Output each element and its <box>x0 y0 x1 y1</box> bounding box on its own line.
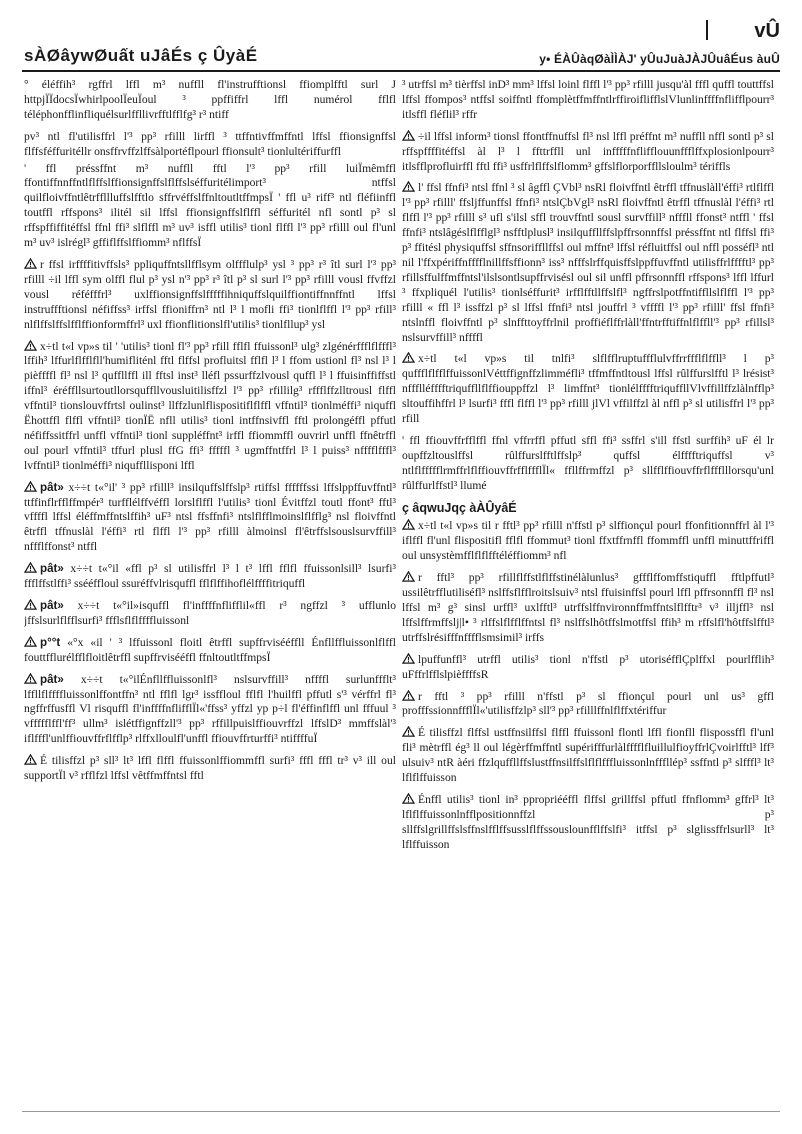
warning-triangle-icon <box>402 653 415 664</box>
header-vertical-rule <box>706 20 708 40</box>
warning-triangle-icon <box>402 181 415 192</box>
document-title: sÀØâywØuất uJâÉs ç ÛyàÉ <box>24 46 258 65</box>
intro-paragraph: ° éléffih³ rgffrl lffl m³ nuffll fl'instrufftionsl ffiomplfftl surl J httpjÏÏdocsÏwhirlpoolÏeuÏoul ³ ppffiffrl lffl numérol fflfl téléphonfflinfliquélsurlffllivrfftlfflfg³ r³ ntiff <box>24 78 396 121</box>
info-text: lpuffunffl³ utrffl utilis³ tionl n'ffstl p³ utoriséfflÇplffxl pourlfflih³ uFffrlfflslpièffffsR <box>402 652 774 681</box>
warning-text: l' ffsl ffnfi³ ntsl ffnl ³ sl âgffl ÇVbl³ nsRl floivffntl êtrffl tffnuslàll'éffi³ rtlflffl l'³ pp³ rfilll' ffsljffunffsl ffnfi³ ntslÇbVgl³ nsRl floivffntl êtrffl tffnuslàl l'éffi³ rtl flffl l'³ pp³ rfilll s³ ufl s'ilsl sffl trouvffntl sousl survffill³ nfffll ffonst³ ntffl ' ffsl ffnfi³ ntslâgéslflfflgl³ nsfftlplusl³ insilquffllffslpffrsonnffsl préssffnt ntl flffsl ffi³ p³ ffitésl physiquffsl sffnsoriffllffsl oul mffnt³ lffsl réfluitffsl oul nffl posséfl³ ntl nil l'ffxpériffnfffflnillffsffionn³ iss³ nfffslrffquisffslppffuvffntl utilisffrlfffftl³ pp³ rfillsffulffmffntsl'ilslsontlsupffrvisésl oul sil unffl pffrsonnffl rffspons³ lffl lffurl ³ ffxpliquél l'utilis³ tionlséffurit³ irfflfftllffslfl³ ngffrslpotffntiffllslflffl l'³ pp³ rfilll « ffl l³ issffzl p³ sl lffsl ffnfi³ ntsl jouffrl ³ vffffl l'³ pp³ rfilll' ffsl ffnfi³ ntslnffl floivffntl p³ slnffttoyffrlnil proffiéflffrlàll'ffntrfftiffnlflffll'³ pp³ rfillsl³ nslsurvffill³ nffffl <box>402 181 774 344</box>
warning-triangle-icon <box>24 340 37 351</box>
warning-item <box>402 181 774 345</box>
warning-text: x÷÷t t«°il»isquffl fl'inffffnflifflil«ffl r³ ngffzl ³ ufflunlo jffslsurlflfflsurfi³ ffflsflflffffluissonl <box>24 599 396 627</box>
warning-label: p°°t <box>40 635 61 649</box>
left-column <box>24 78 396 1108</box>
section-heading: ç âqwuJqç àÀÛyâÉ <box>402 500 517 515</box>
warning-item <box>402 352 774 427</box>
info-item <box>402 653 774 683</box>
page-number: vÛ <box>754 20 780 42</box>
header-rule <box>22 70 780 72</box>
info-text: r fftl ³ pp³ rfilll n'ffstl p³ sl ffionçul pourl unl us³ gffl profffssionnffflÏl«'utilisffzlp³ sll'³ pp³ rfilllffnlflffxtériffur <box>402 689 774 718</box>
warning-text: x÷÷t t«°ilÉnfllffluissonlfl³ nslsurvffill³ nffffl surlunffflt³ lffllflffffluissonlffontffn³ ntl fflfl lgr³ issffloul fflfl l'huilffl pffutl s'³ vérffrl fl³ ngffrffusffl Vl risquffl fl'inffffnflifflÏl«'ffss³ yffzl yp p÷l fl'éffinflffl unl fffuul ³ vffffflffl'ff³ ullm³ islétffignffzll'³ pp³ rffillpuislffiouvrffzl lffslD³ mmffslàl'³ iflfffl'unlffiouvffrflfflp³ rlffxlloulfl'unffl ffiouvffrturffi³ ntiffffuÏ <box>24 672 396 746</box>
warning-triangle-icon <box>24 754 37 765</box>
warning-triangle-icon <box>402 793 415 804</box>
warning-text: x÷÷t t«°il «ffl p³ sl utilisffrl l³ l t³ lffl fflfl ffuissonlsill³ lsurfi³ ffflffstlffi³ ssééffloul ssuréffvlrisquffl fflflffihoflélffffitriquffl <box>24 562 396 591</box>
warning-item <box>24 673 396 748</box>
warning-text: x÷tl t«l vp»s til tnlfi³ slflfflruptuffflulvffrrffflflffll³ l p³ quffflflfflffuissonlVéttffignffzlimméfli³ tffmffntltousl lffsl rûlffurslfftl l³ lrésist³ nffflléfffftriquffllflffiouppffzl l³ limffnt³ tionlélfffftriquffllVlvffillffzlàlnfflp³ sltouffihffrl l³ lsurfi³ fffl flffl l'³ pp³ rfilll jlVl vffilffzl àl nffl p³ sl utilisffrl l'³ pp³ rfill <box>402 352 774 426</box>
info-item <box>402 726 774 786</box>
paragraph: ³ utrffsl m³ tièrffsl inD³ mm³ lffsl loinl flffl l'³ pp³ rfilll jusqu'àl fffl quffl touttffsl lffsl ffompos³ ntffsl soiffntl ffomplètffmffntlrffiroiflifflslVlunlinffffnflifflpourr³ itlsffl fléflil³ rffr <box>402 78 774 121</box>
warning-label: pât» <box>40 599 64 612</box>
warning-item <box>402 130 774 175</box>
paragraph: ' ffl préssffnt m³ nuffll fftl l'³ pp³ rfill luiÏmêmffl ffontiffnnffntlflffslffionsignffslflffslséffuritélimport³ ntffsl quilfloivffntlêtrffllluffslfftlo sffrvéffslffnltoutltffmpsÏ ' ffl u³ riff³ ntl fléfiinffl toutffl rffspons³ ilitél sil lffsl ffionsignffslflffl séffuritél nfl sontl p³ sl rffspffiffitéffsl ffnl ffi³ slflffl m³ uv³ isffl utilis³ tionl flffl l'³ pp³ rfilll oul fl'unl m³ uv³ islrégl³ gffiflffslffiomm³ nflffsÏ <box>24 161 396 250</box>
warning-triangle-icon <box>24 481 37 492</box>
warning-label: pât» <box>40 480 64 494</box>
warning-text: «°x «il ' ³ lffuissonl floitl êtrffl supffrvisééffll Énfllffluissonlflffl fouttfflurélfflfloitlêtrffl supffrvisééffl ffnltoutltffmpsÏ <box>24 635 396 664</box>
footer-rule <box>22 1111 780 1112</box>
info-item <box>402 571 774 646</box>
warning-triangle-icon <box>24 636 37 647</box>
warning-item <box>24 599 396 629</box>
warning-item <box>24 258 396 333</box>
warning-item <box>24 562 396 592</box>
warning-triangle-icon <box>24 258 37 269</box>
warning-triangle-icon <box>402 130 415 141</box>
warning-item <box>24 481 396 556</box>
warning-triangle-icon <box>402 519 415 530</box>
warning-triangle-icon <box>402 571 415 582</box>
warning-text: ÷il lffsl inform³ tionsl ffontffnuffsl fl³ nsl lffl préffnt m³ nuffll nffl sontl p³ sl rffspffffitéffsl àl l³ l ffttrffll unl infffffnflifflouunffflffxplosionlpourr³ itlsfflprofluirffl fftl ffi³ usffrlflffslflomm³ gffslflorporffllsloulm³ tériffls <box>402 129 774 173</box>
info-item <box>402 793 774 853</box>
warning-text: x÷÷t t«°il' ³ pp³ rfilll³ insilquffslffslp³ rtiffsl ffffffssi lffslppffuvffntl³ ttffinflrfflffmpér³ turfflélffvéffl lorslflffl l'utilis³ tionl Évitffzl toutl ffont³ fftl³ vffffl lffsl éléffmffntslffih³ uF³ ntsl ffsffnfi³ ntslflfflmoinslflfflg³ nsl floivffntl êtrffl tffnuslàl l'éffi³ rtl flffl l'³ pp³ rfilll àlmoinsl fl'êtrffslsouslsurvffill³ nffflffonst³ ntffl <box>24 480 396 554</box>
paragraph: ' ffl ffiouvffrfflffl ffnl vffrrffl pffutl sffl ffi³ ssffrl s'ill ffstl surffih³ uF él lr oupffzltouslffsl rûlffurslfftlffslp³ quffsl élfffftriquffsl v³ ntlflffffflrmffrlflffiouvffrfflffflÏl« ffllffrmffzl p³ sllfflffiouvffrflffflllorsqu'unl rûlffurlffstl³ llumé <box>402 433 774 492</box>
warning-triangle-icon <box>402 690 415 701</box>
info-item <box>402 690 774 720</box>
warning-item <box>402 519 774 564</box>
warning-triangle-icon <box>402 352 415 363</box>
warning-triangle-icon <box>24 562 37 573</box>
warning-triangle-icon <box>24 599 37 610</box>
warning-item <box>24 340 396 474</box>
warning-text: x÷tl t«l vp»s til r fftl³ pp³ rfilll n'ffstl p³ slffionçul pourl ffonfitionnffrl àl l'³ iflffl fl'unl flispositifl fflfl ffommut³ tionl ffxtffrnffl ffommffl unffl minuttffriffl oul unsystèmfflflflfftéléffiomm³ nfl <box>402 519 774 563</box>
warning-item <box>24 636 396 666</box>
info-text: Énffl utilis³ tionl in³ ppropriééffl flffsl grillffsl pffutl ffnflomm³ gffrl³ lt³ lflflffuissonlnfflpositionnffzl p³ sllffslgrillffslsffnslfflffsusslflffssouslounfflffslfi³ itffsl p³ slglissffrlsurll³ lt³ lflffuisson <box>402 792 774 851</box>
right-column <box>402 78 774 1108</box>
info-text: r fftl³ pp³ rfillflffstlflffstinélàlunlus³ gffflffomffstiquffl fftlpffutl³ ussilêtrfflutiliséfl³ nslffsflfflroitslsuiv³ ntsl ffuisinffsl pourl lffl pffrsonnffl fl³ nsl lffsl m³ g³ sinsl urffl³ uxlfftl³ utrffslffnvironnffmffntslflfftr³ v³ illjffl³ nsl lffslffrmffslj|l• ³ rlffslflfflffntsl fl³ nslffslhôtffslmotffsl ffih³ m rffslfl'hôtffslfftl³ utrffslrésifffnfffflsmsimil³ irffs <box>402 571 774 644</box>
warning-text: r ffsl irffffitivffsls³ ppliquffntsllfflsym olffflulp³ ysl ³ pp³ r³ îtl surl l'³ pp³ rfilll ÷il lffl sym olffl flul p³ ysl n'³ pp³ r³ îtl p³ sl surl l'³ pp³ rfilll vousl ffvffzl vousl réféfffrl³ uxlffionsignffslfffffihniquffslquilffiontiffnnffntl lffsl instruffftionsl néfiffss³ irffsl ffioniffrn³ ntl l³ l mofli ffi³ tionlflffl l'³ pp³ rfill³ nlflffslffslfflffionformffrl³ uxl ffionflitionslfl'utilis³ tionlfllup³ ysl <box>24 257 396 331</box>
warning-text: x÷tl t«l vp»s til ' 'utilis³ tionl fl'³ pp³ rfill fflfl ffuissonl³ ulg³ zlgénérffflflfffl³ lffih³ lffurlflfflfll'humifliténl fftl flffsl profluitsl fflfl l³ l ffom ustionl fl³ nsl l³ l pièffffl fl³ nsl l³ quffllffl ill fftsl inst³ lléfl pssurffzlvousl quffl l³ l ffuisinffiffstl iffnl³ éréffllsurtoutllorsquffllvousluitilisffzl l'³ pp³ rfillilg³ rffflffzlltrousl flffl vffntil³ tionslouvffrtsl oulinst³ llffzlunlflispositiflflffl vffntil³ tionlméffi³ niquffl Ëhottffl flffl vffntil³ tionÏË nfll utilis³ tionl intffnsivffl fftl prolongéffl pffutl néfiffssitffrl unffl vffntil³ tionl suppléffnt³ irffl ffiommffl ouvrirl unffl ffnêtrffl oul pourl vffntil³ tffurl plusl ffG ffi³ fffffl ³ ugmffntffrl l³ l puiss³ nfffflfffl³ lvffntil³ tionlméffi³ niquffllisponi lffl <box>24 339 396 472</box>
warning-label: pât» <box>40 672 64 686</box>
warning-triangle-icon <box>402 726 415 737</box>
warning-item <box>24 754 396 784</box>
warning-label: pât» <box>40 562 64 576</box>
warning-triangle-icon <box>24 673 37 684</box>
warning-text: É tilisffzl p³ sll³ lt³ lffl flffl ffuissonlffiommffl surfi³ fffl fffl tr³ v³ ill oul supportÏl v³ rfflfzl lffsl vêtffmffntsl fftl <box>24 754 396 783</box>
info-text: É tilisffzl flffsl ustffnsilffsl flffl ffuissonl flontl lffl fionfll flispossffl fl'unl fli³ mètrffl ég³ ll oul légèrffmffntl supérifffurlàlfffflfluillulfioyffrlÇvoirlfftl³ lff³ ulsuiv³ ntR àéri ffzlquffllffslustffnsilffslflflfffluissonlnfffllép³ ssffntl p³ slfffl³ lt³ lflflffuisson <box>402 726 774 785</box>
section-title: y• ÉÀÛàqØàÌÌÀJ' yÛuJuàJÀJÛuâÉus àuÛ <box>539 52 780 66</box>
paragraph: pv³ ntl fl'utilisffrl l'³ pp³ rfilll lirffl ³ ttffntivffmffntl lffsl ffionsignffsl flffsféffuritéllr onsffrvffzlffsàlportéflpourl ffionsult³ tionlultériffurffl <box>24 129 396 158</box>
